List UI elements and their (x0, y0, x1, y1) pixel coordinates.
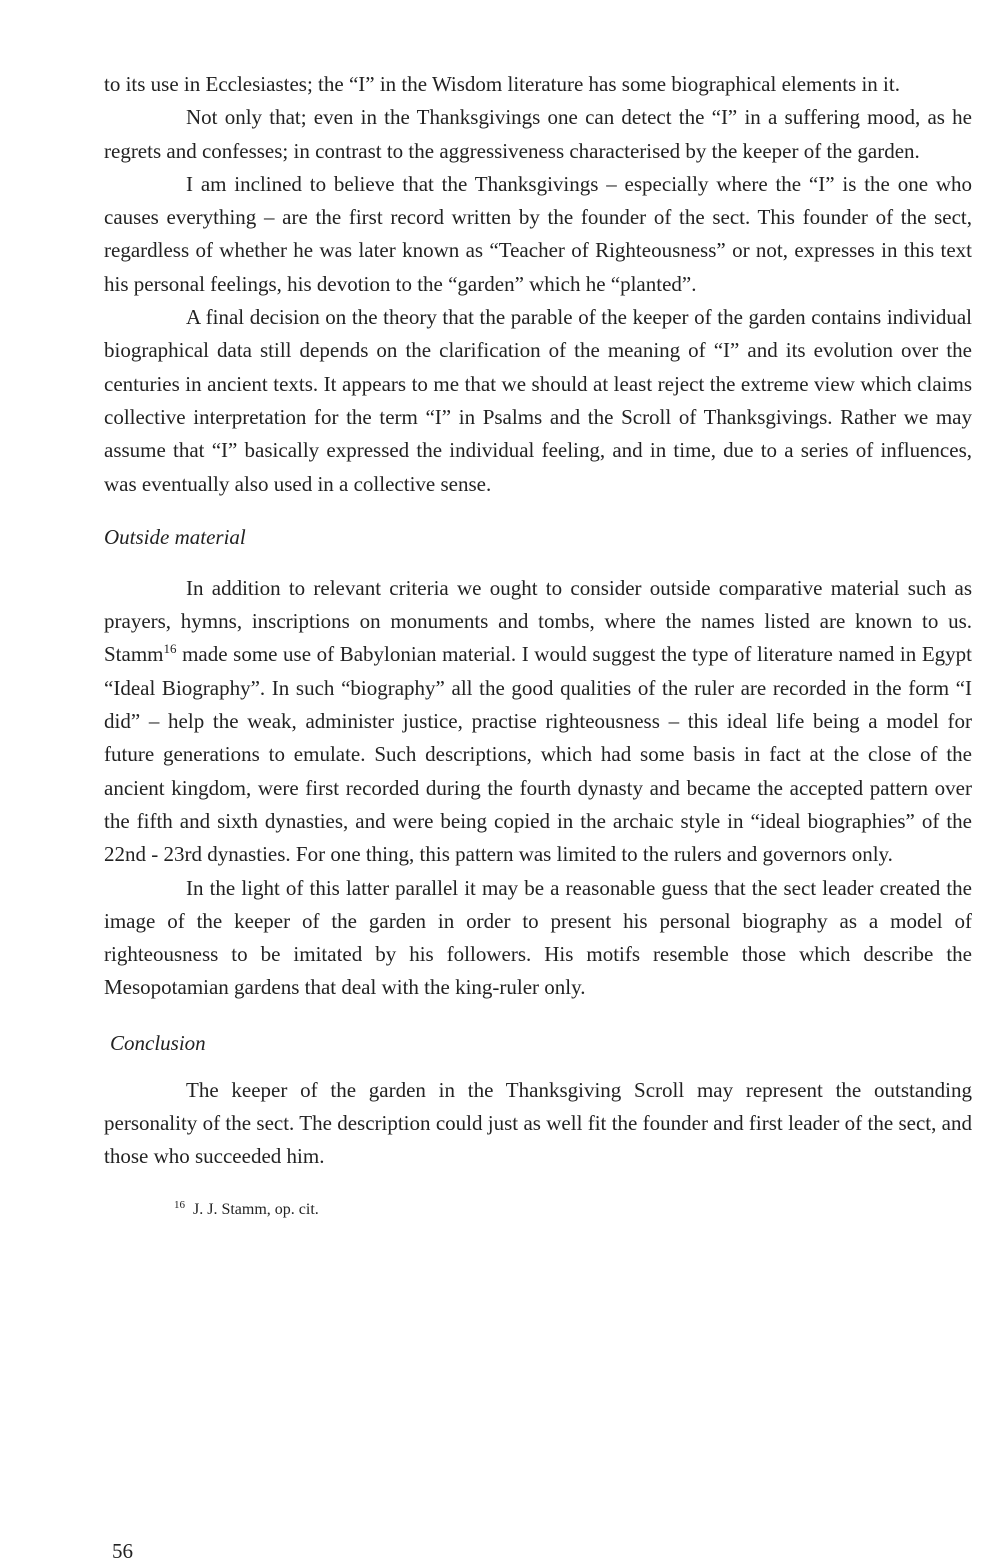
paragraph-suffering-mood: Not only that; even in the Thanksgivings one can detect the “I” in a suffering mood, as he regrets and confesses; in contrast to the aggressiveness characterised by the keeper of the garden. (104, 105, 972, 163)
paragraph-text-after-note: made some use of Babylonian material. I would suggest the type of literature named in Egypt “Ideal Biography”. In such “biography” all the good qualities of the ruler are recorded in the form “I did” – help the weak, administer justice, practise righteousness – this ideal life being a model for future generations to emulate. Such descriptions, which had some basis in fact at the close of the ancient kingdom, were first recorded during the fourth dynasty and became the accepted pattern over the fifth and sixth dynasties, and were being copied in the archaic style in “ideal biographies” of the 22nd - 23rd dynasties. For one thing, this pattern was limited to the rulers and governors only. (104, 642, 972, 867)
section-heading-conclusion: Conclusion (110, 1030, 206, 1055)
footnote-number: 16 (174, 1198, 185, 1211)
page-body (104, 68, 972, 1222)
paragraph-final-decision: A final decision on the theory that the parable of the keeper of the garden contains individual biographical data still depends on the clarification of the meaning of “I” and its evolution over the centuries in ancient texts. It appears to me that we should at least reject the extreme view which claims collective interpretation for the term “I” in Psalms and the Scroll of Thanksgivings. Rather we may assume that “I” basically expressed the individual feeling, and in time, due to a series of influences, was eventually also used in a collective sense. (104, 305, 972, 496)
paragraph-latter-parallel: In the light of this latter parallel it may be a reasonable guess that the sect leader created the image of the keeper of the garden in order to present his personal biography as a model of righteousness to be imitated by his followers. His motifs resemble those which describe the Mesopotamian gardens that deal with the king-ruler only. (104, 875, 972, 1000)
paragraph-text-before-note: In addition to relevant criteria we ought to consider outside comparative material such as prayers, hymns, inscriptions on monuments and tombs, where the names listed are known to us. Stamm (104, 575, 972, 667)
footnote-text: J. J. Stamm, op. cit. (193, 1200, 319, 1218)
section-heading-outside-material: Outside material (104, 524, 246, 549)
page-number: 56 (112, 1539, 133, 1563)
paragraph-founder-record: I am inclined to believe that the Thanksgivings – especially where the “I” is the one who causes everything – are the first record written by the founder of the sect. This founder of the sect, regardless of whether he was later known as “Teacher of Righteousness” or not, expresses in this text his personal feelings, his devotion to the “garden” which he “planted”. (104, 171, 972, 296)
paragraph-comparative-material (104, 572, 972, 872)
paragraph-continued: to its use in Ecclesiastes; the “I” in the Wisdom literature has some biographical elements in it. (104, 72, 900, 96)
footnote (104, 1198, 972, 1222)
footnote-reference: 16 (163, 641, 177, 657)
paragraph-conclusion: The keeper of the garden in the Thanksgiving Scroll may represent the outstanding personality of the sect. The description could just as well fit the founder and first leader of the sect, and those who succeeded him. (104, 1077, 972, 1169)
